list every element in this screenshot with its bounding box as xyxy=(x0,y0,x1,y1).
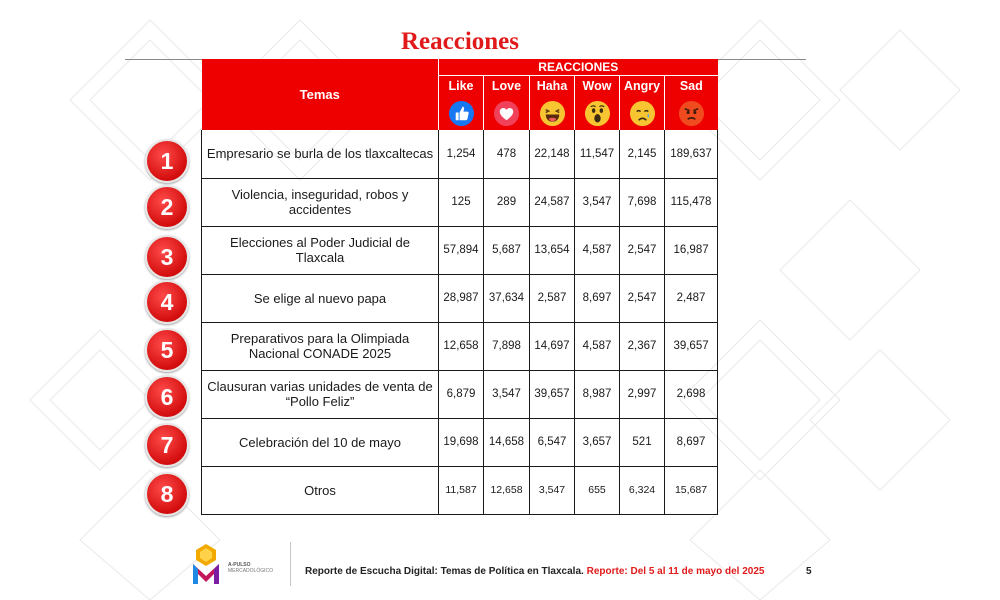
haha-cell: 2,587 xyxy=(530,274,575,322)
sad-cell: 15,687 xyxy=(665,466,718,514)
sad-face-icon xyxy=(678,100,705,127)
haha-cell: 13,654 xyxy=(530,226,575,274)
love-cell: 3,547 xyxy=(484,370,530,418)
like-cell: 125 xyxy=(439,178,484,226)
col-header-haha: Haha xyxy=(530,76,575,97)
love-cell: 478 xyxy=(484,130,530,178)
angry-cell: 2,547 xyxy=(620,274,665,322)
haha-cell: 24,587 xyxy=(530,178,575,226)
table-row xyxy=(202,322,718,370)
brand-line-2: MERCADOLÓGICO xyxy=(228,568,274,574)
love-cell: 12,658 xyxy=(484,466,530,514)
like-cell: 19,698 xyxy=(439,418,484,466)
angry-cell: 6,324 xyxy=(620,466,665,514)
sad-cell: 189,637 xyxy=(665,130,718,178)
table-row xyxy=(202,274,718,322)
table-row xyxy=(202,370,718,418)
col-header-angry: Angry xyxy=(620,76,665,97)
angry-face-icon xyxy=(629,100,656,127)
col-header-like: Like xyxy=(439,76,484,97)
love-icon xyxy=(493,100,520,127)
table-row xyxy=(202,178,718,226)
wow-cell: 3,547 xyxy=(575,178,620,226)
page-number: 5 xyxy=(806,566,812,577)
wow-cell: 8,697 xyxy=(575,274,620,322)
angry-cell: 2,367 xyxy=(620,322,665,370)
love-cell: 5,687 xyxy=(484,226,530,274)
col-header-sad: Sad xyxy=(665,76,718,97)
wow-cell: 655 xyxy=(575,466,620,514)
row-number-badge: 4 xyxy=(145,280,189,324)
row-number-badge: 6 xyxy=(145,375,189,419)
company-logo xyxy=(190,542,222,586)
topic-cell: Violencia, inseguridad, robos y accidentes xyxy=(202,178,439,226)
angry-cell: 2,997 xyxy=(620,370,665,418)
sad-cell: 39,657 xyxy=(665,322,718,370)
love-cell: 14,658 xyxy=(484,418,530,466)
like-cell: 11,587 xyxy=(439,466,484,514)
topic-cell: Preparativos para la Olimpiada Nacional CONADE 2025 xyxy=(202,322,439,370)
reactions-group-header: REACCIONES xyxy=(439,59,718,76)
row-number-badge: 2 xyxy=(145,185,189,229)
sad-cell: 16,987 xyxy=(665,226,718,274)
col-header-wow: Wow xyxy=(575,76,620,97)
table-row xyxy=(202,226,718,274)
like-cell: 12,658 xyxy=(439,322,484,370)
sad-cell: 8,697 xyxy=(665,418,718,466)
angry-cell: 7,698 xyxy=(620,178,665,226)
wow-cell: 4,587 xyxy=(575,226,620,274)
wow-cell: 4,587 xyxy=(575,322,620,370)
row-number-badge: 8 xyxy=(145,472,189,516)
report-title: Reporte de Escucha Digital: Temas de Política en Tlaxcala. xyxy=(305,566,584,577)
topic-cell: Elecciones al Poder Judicial de Tlaxcala xyxy=(202,226,439,274)
footer-divider xyxy=(290,542,291,586)
row-number-badge: 3 xyxy=(145,235,189,279)
haha-icon xyxy=(539,100,566,127)
topics-header: Temas xyxy=(202,59,439,130)
wow-icon xyxy=(584,100,611,127)
haha-cell: 39,657 xyxy=(530,370,575,418)
sad-cell: 115,478 xyxy=(665,178,718,226)
topic-cell: Celebración del 10 de mayo xyxy=(202,418,439,466)
table-row xyxy=(202,418,718,466)
haha-cell: 6,547 xyxy=(530,418,575,466)
topic-cell: Se elige al nuevo papa xyxy=(202,274,439,322)
wow-cell: 8,987 xyxy=(575,370,620,418)
sad-cell: 2,487 xyxy=(665,274,718,322)
col-header-love: Love xyxy=(484,76,530,97)
table-row xyxy=(202,130,718,178)
haha-cell: 3,547 xyxy=(530,466,575,514)
row-number-badge: 7 xyxy=(145,423,189,467)
love-cell: 37,634 xyxy=(484,274,530,322)
like-cell: 28,987 xyxy=(439,274,484,322)
sad-cell: 2,698 xyxy=(665,370,718,418)
haha-cell: 22,148 xyxy=(530,130,575,178)
love-cell: 7,898 xyxy=(484,322,530,370)
like-icon xyxy=(448,100,475,127)
row-number-badge: 1 xyxy=(145,139,189,183)
footer-text xyxy=(305,566,764,577)
topic-cell: Empresario se burla de los tlaxcaltecas xyxy=(202,130,439,178)
page-title: Reacciones xyxy=(400,28,520,55)
angry-cell: 2,145 xyxy=(620,130,665,178)
angry-cell: 521 xyxy=(620,418,665,466)
like-cell: 1,254 xyxy=(439,130,484,178)
like-cell: 6,879 xyxy=(439,370,484,418)
wow-cell: 3,657 xyxy=(575,418,620,466)
table-row xyxy=(202,466,718,514)
reactions-table xyxy=(201,59,718,515)
topic-cell: Clausuran varias unidades de venta de “Pollo Feliz” xyxy=(202,370,439,418)
brand-name xyxy=(228,562,273,574)
brand-line-1: A-PULSO xyxy=(228,562,251,568)
like-cell: 57,894 xyxy=(439,226,484,274)
angry-cell: 2,547 xyxy=(620,226,665,274)
wow-cell: 11,547 xyxy=(575,130,620,178)
haha-cell: 14,697 xyxy=(530,322,575,370)
topic-cell: Otros xyxy=(202,466,439,514)
row-number-badge: 5 xyxy=(145,328,189,372)
love-cell: 289 xyxy=(484,178,530,226)
report-period: Reporte: Del 5 al 11 de mayo del 2025 xyxy=(586,566,765,577)
